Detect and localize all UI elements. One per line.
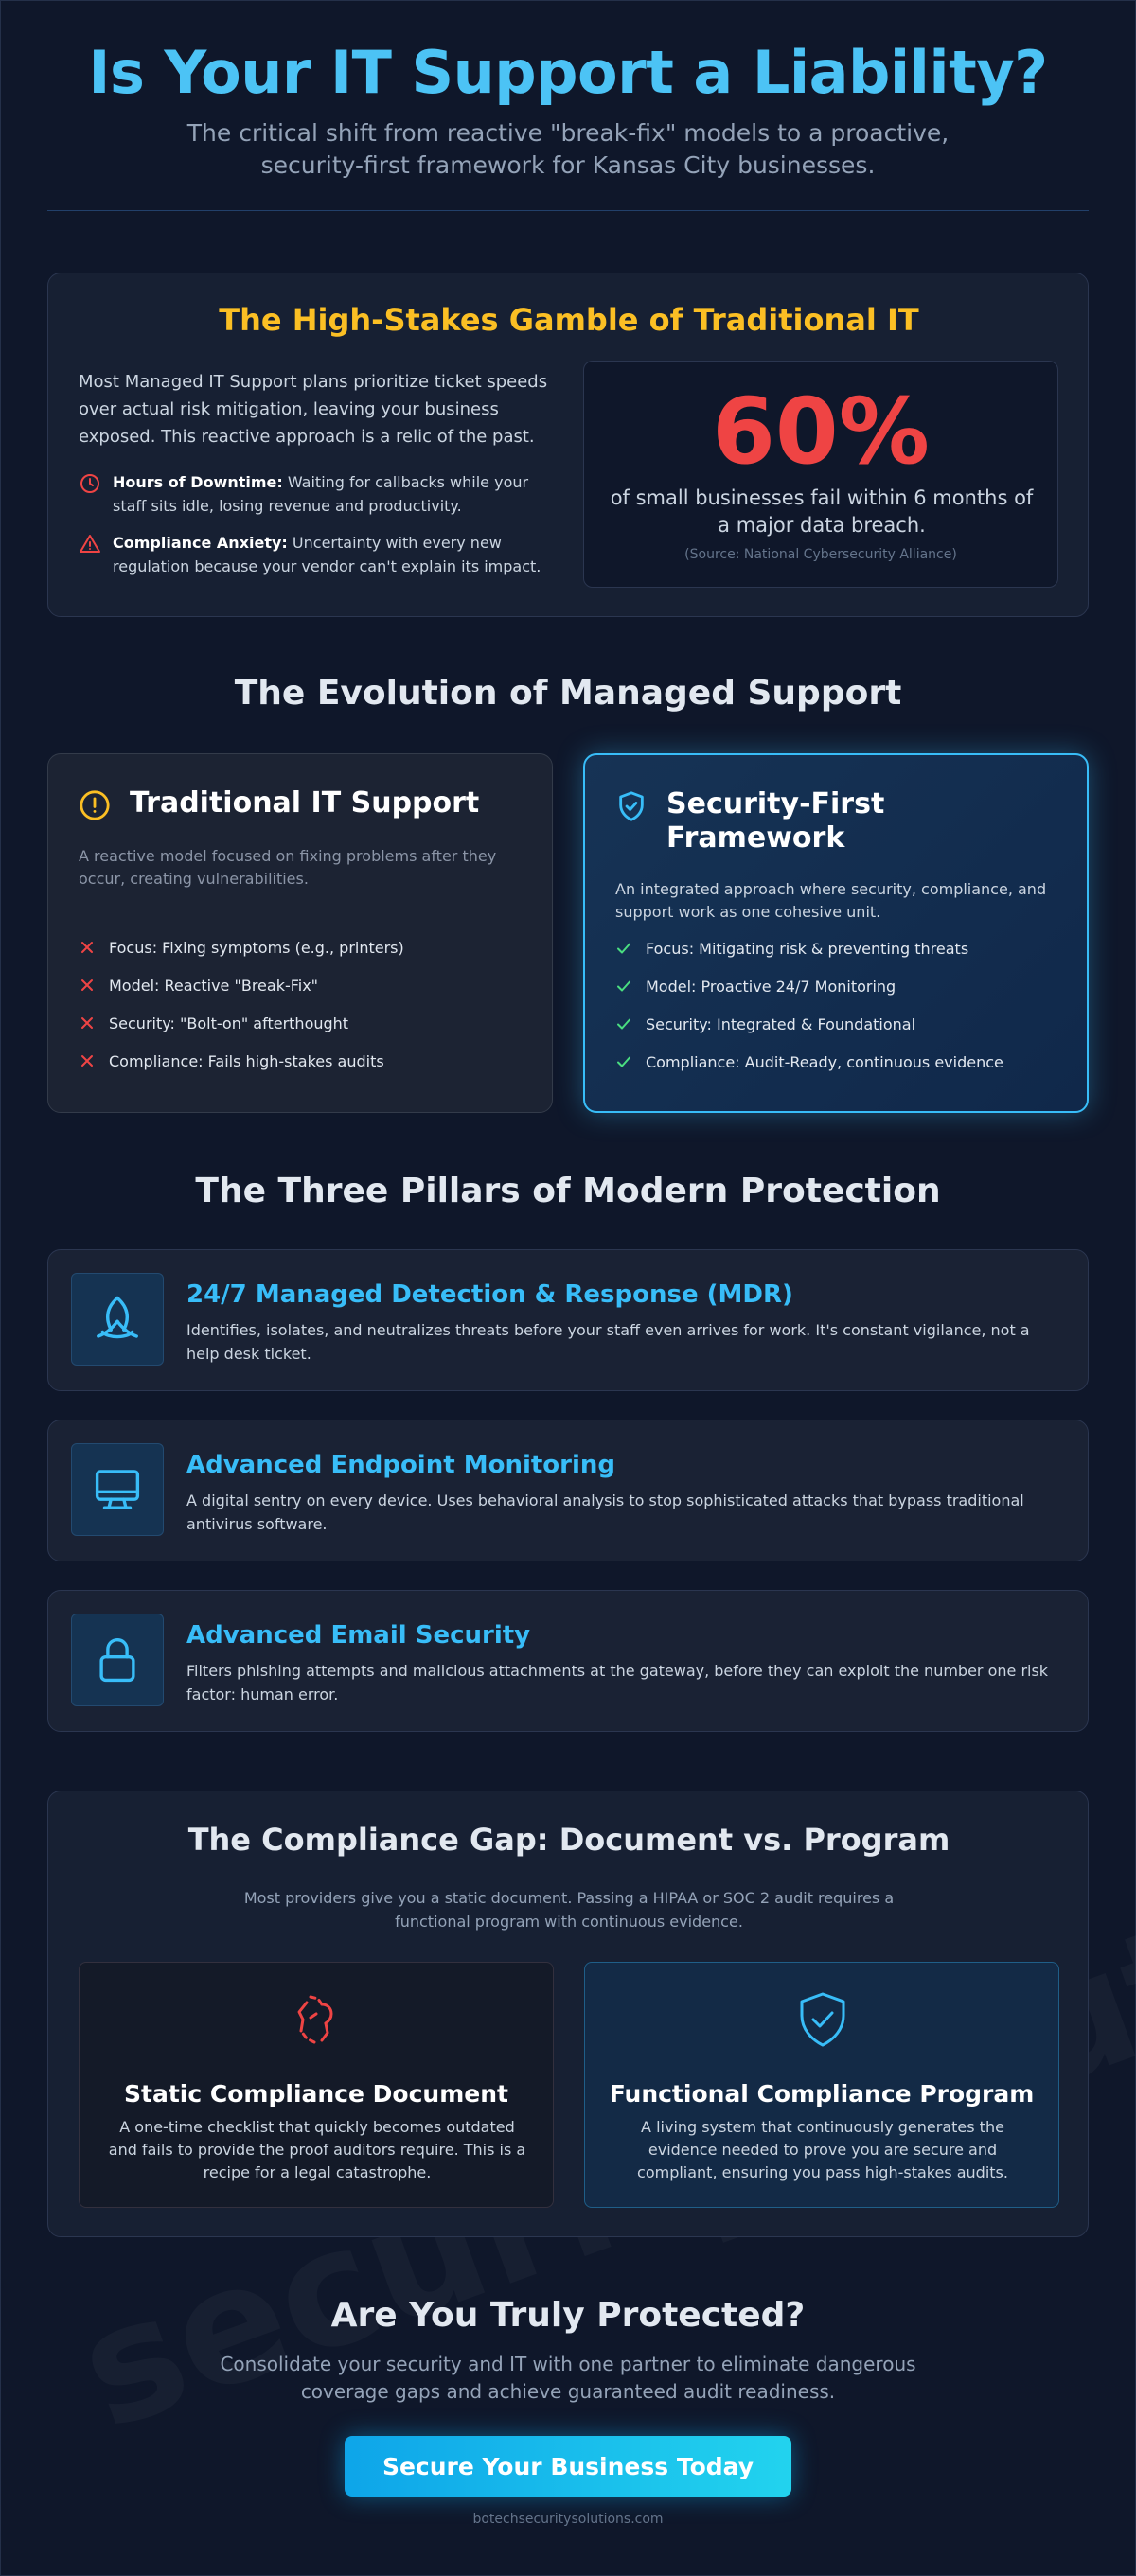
warning-triangle-icon — [79, 533, 101, 556]
compliance-program-box — [584, 1962, 1059, 2208]
security-first-description: An integrated approach where security, compliance, and support work as one cohesive unit. — [615, 880, 1047, 921]
lock-icon — [92, 1634, 143, 1685]
stat-box — [583, 361, 1058, 588]
program-title: Functional Compliance Program — [609, 2080, 1035, 2108]
x-mark-icon — [79, 977, 96, 994]
list-item — [615, 967, 1003, 1005]
pillar-icon-box — [71, 1443, 164, 1536]
list-item — [615, 929, 1003, 967]
static-title: Static Compliance Document — [124, 2080, 508, 2108]
traditional-description: A reactive model focused on fixing problems after they occur, creating vulnerabilities. — [79, 847, 497, 888]
pillar-card-email — [47, 1590, 1089, 1732]
pillar-description: A digital sentry on every device. Uses behavioral analysis to stop sophisticated attacks that bypass traditional antivirus software. — [186, 1491, 1024, 1533]
static-document-box — [79, 1962, 554, 2208]
stat-source: (Source: National Cybersecurity Alliance) — [684, 547, 957, 562]
secure-business-button[interactable]: Secure Your Business Today — [345, 2436, 791, 2497]
security-first-title: Security-First Framework — [666, 787, 885, 855]
pillar-icon-box — [71, 1273, 164, 1366]
cta-title: Are You Truly Protected? — [330, 2296, 806, 2335]
security-first-card — [583, 753, 1089, 1113]
list-item — [79, 1042, 404, 1080]
alert-circle-icon — [79, 789, 111, 821]
list-item-text: Model: Proactive 24/7 Monitoring — [646, 977, 896, 996]
compliance-card — [47, 1791, 1089, 2237]
header-divider — [47, 210, 1089, 211]
pillar-description: Filters phishing attempts and malicious attachments at the gateway, before they can exploit the number one risk factor: human error. — [186, 1662, 1049, 1703]
broken-document-icon — [286, 1989, 348, 2052]
list-item-text: Focus: Fixing symptoms (e.g., printers) — [109, 938, 404, 957]
static-description: A one-time checklist that quickly becomes outdated and fails to provide the proof auditors require. This is a recipe for a legal catastrophe. — [108, 2118, 526, 2181]
program-description: A living system that continuously generates the evidence needed to prove you are secure and compliant, ensuring you pass high-stakes audits. — [637, 2118, 1008, 2181]
risk-text: Waiting for callbacks while your staff sits idle, losing revenue and productivity. — [113, 473, 529, 515]
traditional-card — [47, 753, 553, 1113]
pillar-card-endpoint — [47, 1420, 1089, 1561]
pillars-title: The Three Pillars of Modern Protection — [195, 1172, 941, 1210]
list-item-text: Security: Integrated & Foundational — [646, 1015, 916, 1033]
gamble-card — [47, 273, 1089, 617]
check-mark-icon — [615, 940, 632, 957]
traditional-title: Traditional IT Support — [130, 786, 480, 820]
list-item — [79, 1004, 404, 1042]
security-first-list — [615, 929, 1003, 1081]
cta-subtitle: Consolidate your security and IT with one partner to eliminate dangerous coverage gaps and achieve guaranteed audit readiness. — [220, 2353, 916, 2403]
compliance-subtitle: Most providers give you a static document. Passing a HIPAA or SOC 2 audit requires a functional program with continuous evidence. — [243, 1889, 895, 1931]
pillar-title: Advanced Email Security — [186, 1621, 531, 1650]
pillar-title: Advanced Endpoint Monitoring — [186, 1451, 616, 1479]
list-item — [79, 928, 404, 966]
shield-check-icon — [791, 1989, 854, 2052]
pillar-card-mdr — [47, 1249, 1089, 1391]
shield-check-icon — [615, 790, 648, 822]
list-item-text: Model: Reactive "Break-Fix" — [109, 976, 319, 995]
check-mark-icon — [615, 1015, 632, 1032]
list-item-text: Focus: Mitigating risk & preventing threats — [646, 939, 969, 958]
list-item — [79, 966, 404, 1004]
check-mark-icon — [615, 1053, 632, 1070]
gamble-title: The High-Stakes Gamble of Traditional IT — [219, 302, 919, 338]
risk-item-downtime — [79, 470, 552, 518]
traditional-list — [79, 928, 404, 1080]
evolution-title: The Evolution of Managed Support — [234, 674, 902, 713]
x-mark-icon — [79, 1015, 96, 1032]
risk-item-compliance — [79, 531, 552, 578]
check-mark-icon — [615, 978, 632, 995]
risk-label: Hours of Downtime: — [113, 473, 283, 491]
page-title: Is Your IT Support a Liability? — [88, 38, 1048, 107]
pillar-icon-box — [71, 1614, 164, 1706]
list-item-text: Compliance: Audit-Ready, continuous evidence — [646, 1052, 1003, 1071]
gamble-intro: Most Managed IT Support plans prioritize ticket speeds over actual risk mitigation, leaving your business exposed. This reactive approach is a relic of the past. — [79, 372, 548, 447]
risk-text: Uncertainty with every new regulation because your vendor can't explain its impact. — [113, 534, 541, 575]
pillar-description: Identifies, isolates, and neutralizes threats before your staff even arrives for work. It's constant vigilance, not a help desk ticket. — [186, 1321, 1030, 1363]
list-item-text: Compliance: Fails high-stakes audits — [109, 1051, 384, 1070]
list-item-text: Security: "Bolt-on" afterthought — [109, 1014, 349, 1032]
stat-value: 60% — [712, 379, 930, 485]
list-item — [615, 1043, 1003, 1081]
footer-url[interactable]: botechsecuritysolutions.com — [472, 2512, 664, 2527]
page-subtitle: The critical shift from reactive "break-fix" models to a proactive, security-first framework for Kansas City businesses. — [186, 119, 950, 179]
pillar-title: 24/7 Managed Detection & Response (MDR) — [186, 1280, 793, 1309]
list-item — [615, 1005, 1003, 1043]
x-mark-icon — [79, 1052, 96, 1069]
radar-icon — [92, 1294, 143, 1345]
risk-label: Compliance Anxiety: — [113, 534, 288, 552]
x-mark-icon — [79, 939, 96, 956]
clock-icon — [79, 472, 101, 495]
monitor-icon — [92, 1464, 143, 1515]
compliance-title: The Compliance Gap: Document vs. Program — [187, 1822, 950, 1858]
stat-description: of small businesses fail within 6 months of a major data breach. — [610, 486, 1034, 537]
